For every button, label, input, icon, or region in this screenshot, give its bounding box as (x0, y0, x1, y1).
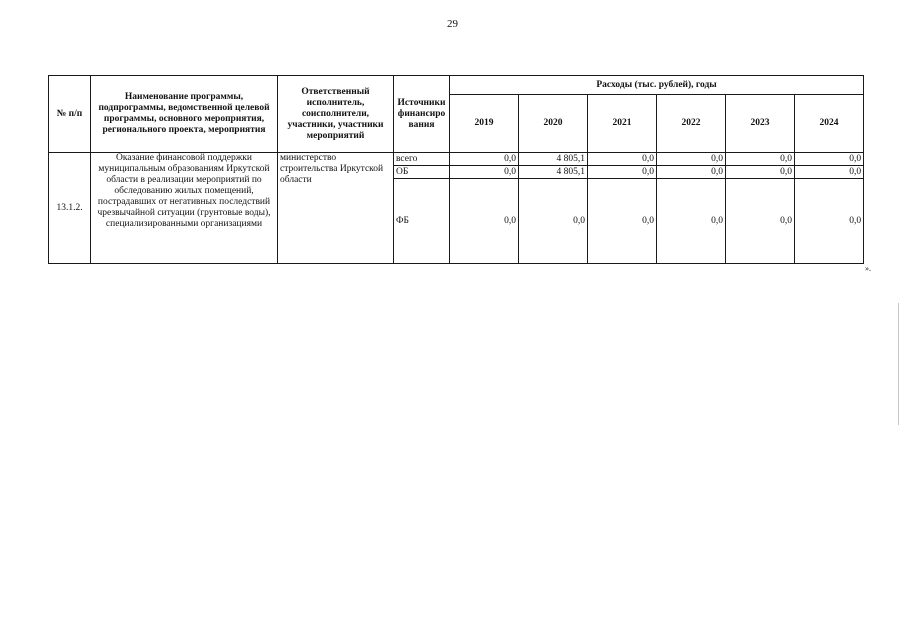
value-cell: 0,0 (726, 153, 795, 166)
value-cell: 0,0 (657, 153, 726, 166)
header-year: 2024 (795, 95, 864, 153)
header-num: № п/п (49, 76, 91, 153)
row-name: Оказание финансовой поддержки муниципальным образованиям Иркутской области в реализации мероприятий по обследованию жилых помещений, пострадавших от негативных последствий чрезвычайной ситуации (грунтовые воды), специализированными организациями (91, 153, 278, 264)
value-cell: 0,0 (588, 153, 657, 166)
value-cell: 0,0 (657, 166, 726, 179)
header-name: Наименование программы, подпрограммы, ведомственной целевой программы, основного мероприятия, регионального проекта, мероприятия (91, 76, 278, 153)
header-year: 2019 (450, 95, 519, 153)
source-label: ФБ (394, 179, 450, 264)
value-cell: 0,0 (519, 179, 588, 264)
value-cell: 0,0 (726, 179, 795, 264)
value-cell: 0,0 (450, 166, 519, 179)
header-expenses: Расходы (тыс. рублей), годы (450, 76, 864, 95)
closing-quote-mark: ». (865, 264, 871, 273)
source-label: ОБ (394, 166, 450, 179)
source-label: всего (394, 153, 450, 166)
header-year: 2020 (519, 95, 588, 153)
row-responsible: министерство строительства Иркутской области (278, 153, 394, 264)
value-cell: 4 805,1 (519, 166, 588, 179)
table-row (49, 153, 864, 166)
header-year: 2021 (588, 95, 657, 153)
header-responsible: Ответственный исполнитель, соисполнители, участники, участники мероприятий (278, 76, 394, 153)
value-cell: 0,0 (450, 153, 519, 166)
value-cell: 4 805,1 (519, 153, 588, 166)
header-year: 2022 (657, 95, 726, 153)
value-cell: 0,0 (450, 179, 519, 264)
value-cell: 0,0 (657, 179, 726, 264)
header-sources: Источники финансиро вания (394, 76, 450, 153)
page-number: 29 (447, 18, 458, 30)
row-code: 13.1.2. (49, 153, 91, 264)
value-cell: 0,0 (795, 166, 864, 179)
value-cell: 0,0 (795, 153, 864, 166)
budget-table (48, 75, 864, 264)
value-cell: 0,0 (795, 179, 864, 264)
value-cell: 0,0 (588, 179, 657, 264)
value-cell: 0,0 (726, 166, 795, 179)
header-year: 2023 (726, 95, 795, 153)
scan-edge-line (898, 303, 899, 425)
value-cell: 0,0 (588, 166, 657, 179)
